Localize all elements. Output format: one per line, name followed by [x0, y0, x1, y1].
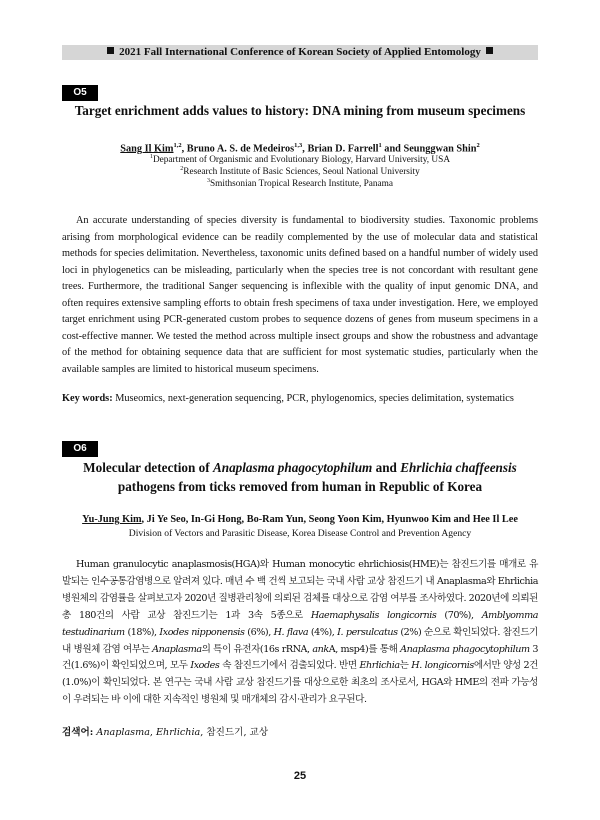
text-run: 3건(1.6%)이 확인되었으며, 모두	[62, 643, 538, 672]
author-affiliation-mark: 1,2	[173, 142, 182, 149]
square-bullet-icon	[107, 47, 114, 54]
keywords	[62, 392, 538, 405]
affiliation-line	[62, 176, 538, 191]
page-number: 25	[293, 770, 307, 782]
text-run: ,	[149, 727, 157, 738]
text-run: 는	[399, 660, 412, 672]
author-affiliation-mark: 1	[378, 142, 382, 149]
author-name: Sang Il Kim	[120, 143, 174, 155]
author-affiliation-mark: 1,3	[294, 142, 303, 149]
author-name: Bruno A. S. de Medeiros	[186, 143, 295, 155]
first-author: Yu-Jung Kim	[82, 514, 142, 525]
text-run: (4%),	[308, 626, 338, 638]
text-run: (2%) 순으로 확인되었다. 참진드기 내 병원체 감염 여부는	[62, 626, 538, 655]
keywords	[62, 726, 538, 739]
text-run: (6%),	[244, 626, 274, 638]
article-title: Target enrichment adds values to history: DNA mining from museum specimens	[74, 103, 526, 118]
conference-title: 2021 Fall International Conference of Korean Society of Applied Entomology	[119, 46, 481, 58]
italic-text: Anaplasma phagocytophilum	[400, 643, 530, 655]
keywords-text: Museomics, next-generation sequencing, PCR, phylogenomics, species delimitation, systematics	[115, 393, 514, 404]
italic-text: Ixodes	[190, 660, 220, 672]
italic-text: Ehrlichia	[156, 727, 201, 738]
text-run: , 참진드기, 교상	[200, 727, 269, 738]
author-list	[62, 513, 538, 526]
italic-text: Haemaphysalis longicornis	[310, 609, 437, 621]
italic-text: Anaplasma	[96, 727, 150, 738]
affiliation-text: Research Institute of Basic Sciences, Seoul National University	[183, 167, 420, 178]
affiliation-mark: 1	[149, 154, 153, 160]
author-separator: ,	[302, 143, 308, 155]
square-bullet-icon	[486, 47, 493, 54]
article-title-line2: pathogens from ticks removed from human in Republic of Korea	[117, 479, 483, 494]
affiliation-text: Department of Organismic and Evolutionary Biology, Harvard University, USA	[152, 155, 451, 166]
other-authors: , Ji Ye Seo, In-Gi Hong, Bo-Ram Yun, Seong Yoon Kim, Hyunwoo Kim and Hee Il Lee	[141, 514, 518, 525]
keywords-label: Key words:	[62, 393, 113, 404]
text-run: 속 참진드기에서 검출되었다. 반면	[219, 660, 360, 672]
text-run: and	[372, 460, 401, 475]
article-code-badge: O6	[62, 441, 98, 457]
article-title	[62, 458, 538, 477]
author-separator: ,	[181, 143, 187, 155]
italic-text: I. persulcatus	[337, 626, 398, 638]
italic-text: ank	[312, 643, 329, 655]
italic-text: H. flava	[273, 626, 309, 638]
affiliation-mark: 3	[206, 178, 210, 184]
italic-text: Ixodes nipponensis	[159, 626, 245, 638]
author-name: Brian D. Farrell	[307, 143, 379, 155]
affiliation-mark: 2	[180, 166, 184, 172]
author-name: Seunggwan Shin	[403, 143, 477, 155]
italic-text: Amblyomma testudinarium	[62, 609, 538, 638]
italic-text: Ehrlichia	[359, 660, 400, 672]
affiliation-text: Smithsonian Tropical Research Institute, Panama	[209, 179, 394, 190]
italic-text: Anaplasma phagocytophilum	[212, 460, 373, 475]
keywords-label: 검색어:	[62, 727, 94, 738]
italic-text: H. longicornis	[411, 660, 474, 672]
affiliation: Division of Vectors and Parasitic Disease, Korea Disease Control and Prevention Agency	[128, 528, 472, 539]
keywords-text	[96, 727, 268, 738]
text-run: (18%),	[124, 626, 160, 638]
author-separator: and	[381, 143, 404, 155]
abstract-text: An accurate understanding of species diversity is fundamental to biodiversity studies. Taxonomic problems arising from morphological evidence can be readily complemented by the use of molecular data and statistical methods for species delimitation. Nevertheless, taxonomic units defined based on a handful number of widely used loci in phylogenetics can be misleading, particularly when the species tree is not concordant with resultant gene trees. Furthermore, the traditional Sanger sequencing is inflexible with the quality of input genomic DNA, and often requires extensive sampling efforts to obtain fresh specimens of taxa under investigation. Here, we employed target enrichment using PCR-generated custom probes to sequence dozens of genes from museum specimens in a cost-effective manner. We tested the method across multiple insect groups and show the robustness and advantage of the method for obtaining sequence data that are sufficient for most systematic studies, particularly when the available samples are limited to historical museum specimens.	[62, 215, 538, 375]
text-run: 의 특이 유전자(16s rRNA,	[201, 643, 313, 655]
article-code-badge: O5	[62, 85, 98, 101]
italic-text: Anaplasma	[152, 643, 202, 655]
text-run: 에서만 양성 2건(1.0%)이 확인되었다. 본 연구는 국내 사람 교상 참진드기를 대상으로한 최초의 조사로서, HGA와 HME의 전파 가능성이 우려되는 바 이에 대한 지속적인 병원체 및 매개체의 감시·관리가 요구된다.	[62, 660, 538, 706]
italic-text: Ehrlichia chaffeensis	[400, 460, 517, 475]
text-run: Molecular detection of	[83, 460, 213, 475]
text-run: (70%),	[436, 609, 482, 621]
text-run: Human granulocytic anaplasmosis(HGA)와 Human monocytic ehrlichiosis(HME)는 참진드기를 매개로 유발되는 인수공통감염병으로 알려져 있다. 매년 수 백 건씩 보고되는 국내 사람 교상 참진드기 내 Anaplasma와 Ehrlichia 병원체의 감염률을 살펴보고자 2020년 질병관리청에 의뢰된 검체를 대상으로 감염 여부를 조사하였다. 2020년에 의뢰된 총 180건의 사람 교상 참진드기는 1과 3속 5종으로	[62, 559, 538, 621]
conference-header	[62, 45, 538, 60]
abstract-text	[62, 557, 538, 709]
author-affiliation-mark: 2	[476, 142, 480, 149]
text-run: A, msp4)를 통해	[328, 643, 401, 655]
